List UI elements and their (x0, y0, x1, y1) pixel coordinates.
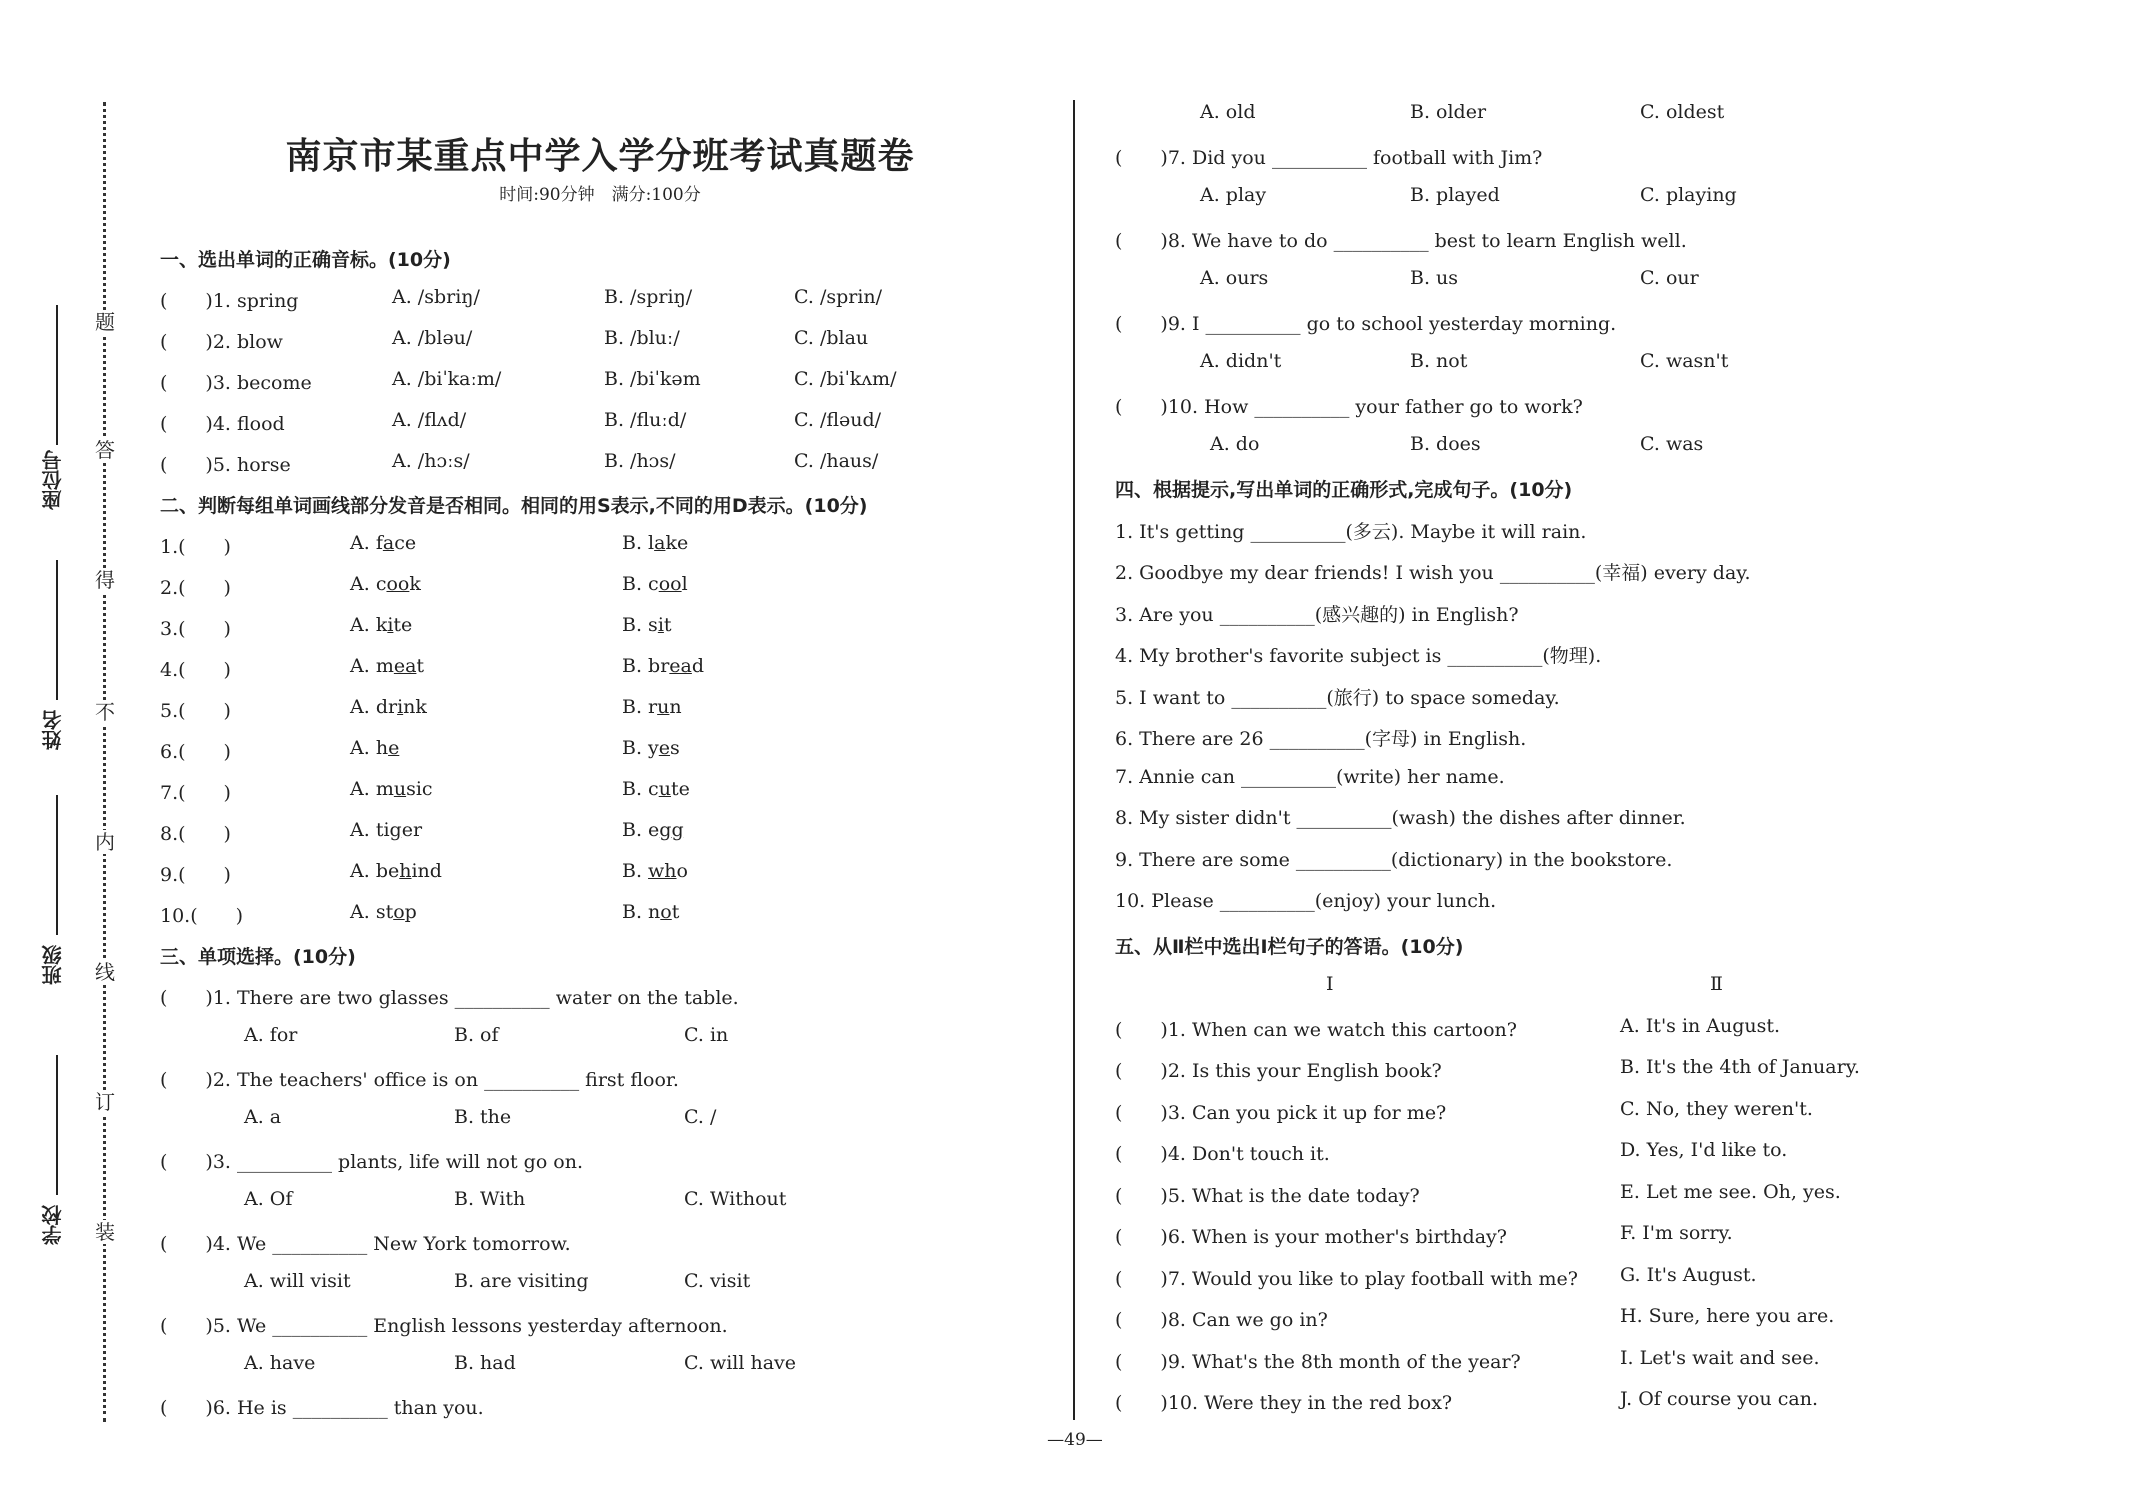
underlined-letters: i (657, 614, 664, 636)
match-answer: C. No, they weren't. (1620, 1098, 1813, 1120)
word-part: e (648, 819, 660, 841)
option-a: A. for (244, 1024, 298, 1046)
column-ii-header: Ⅱ (1710, 973, 1723, 995)
match-question: ( )4. Don't touch it. (1115, 1143, 1330, 1165)
underlined-letters: g (389, 819, 402, 841)
question-row: ( )2. The teachers' office is on __________ first floor. (160, 1069, 679, 1091)
underlined-letters: ea (669, 655, 692, 677)
fill-in-item: 3. Are you __________(感兴趣的) in English? (1115, 604, 1519, 626)
word-part: st (375, 901, 394, 923)
option-a (350, 532, 416, 554)
option-b: B. us (1410, 267, 1459, 289)
option-a (350, 737, 399, 759)
match-answer: F. I'm sorry. (1620, 1222, 1733, 1244)
option-c: C. / (684, 1106, 717, 1128)
word-part: ind (411, 860, 442, 882)
option-a: A. /bləu/ (392, 327, 473, 349)
class-label: 班级 (41, 945, 65, 985)
option-c: C. Without (684, 1188, 787, 1210)
page-number: —49— (1047, 1430, 1103, 1450)
option-prefix: B. (622, 860, 649, 882)
word-part: s (670, 737, 680, 759)
underlined-letters: u (657, 696, 670, 718)
option-prefix: A. (350, 614, 376, 636)
word-part: dr (375, 696, 398, 718)
seal-char: 题 (95, 310, 115, 334)
option-b: B. With (454, 1188, 526, 1210)
underlined-letters: gg (659, 819, 684, 841)
page-title: 南京市某重点中学入学分班考试真题卷 (285, 135, 915, 177)
option-b (622, 532, 688, 554)
fill-in-item: 4. My brother's favorite subject is __________(物理). (1115, 645, 1602, 667)
option-prefix: A. (350, 696, 376, 718)
option-prefix: A. (350, 860, 376, 882)
section-1-heading: 一、选出单词的正确音标。(10分) (160, 249, 451, 271)
option-a: A. /sbriŋ/ (392, 286, 480, 308)
fill-in-item: 6. There are 26 __________(字母) in English. (1115, 728, 1527, 750)
option-a: A. didn't (1200, 350, 1282, 372)
option-a (350, 901, 417, 923)
section-4-heading: 四、根据提示,写出单词的正确形式,完成句子。(10分) (1115, 479, 1573, 501)
option-b: B. /hɔs/ (604, 450, 676, 472)
option-b (622, 901, 679, 923)
fill-in-item: 1. It's getting __________(多云). Maybe it will rain. (1115, 521, 1587, 543)
option-prefix: A. (350, 573, 376, 595)
underlined-letters: wh (648, 860, 677, 882)
option-c: C. /biˈkʌm/ (794, 368, 897, 390)
word-part: te (393, 614, 413, 636)
option-c: C. was (1640, 433, 1704, 455)
match-answer: D. Yes, I'd like to. (1620, 1139, 1788, 1161)
underlined-letters: u (393, 778, 407, 800)
underlined-letters: ea (393, 655, 417, 677)
match-answer: I. Let's wait and see. (1620, 1347, 1820, 1369)
option-a: A. play (1200, 184, 1267, 206)
word-part: be (375, 860, 400, 882)
match-question: ( )5. What is the date today? (1115, 1185, 1420, 1207)
underlined-letters: h (399, 860, 412, 882)
option-prefix: B. (622, 819, 649, 841)
underlined-letters: e (388, 737, 400, 759)
option-a: A. a (244, 1106, 282, 1128)
word-part: k (375, 614, 388, 636)
question-number: ( )3. become (160, 372, 312, 394)
option-b: B. /spriŋ/ (604, 286, 693, 308)
underlined-letters: i (387, 614, 394, 636)
match-question: ( )7. Would you like to play football with me? (1115, 1268, 1578, 1290)
match-answer: J. Of course you can. (1620, 1388, 1818, 1410)
option-prefix: B. (622, 696, 649, 718)
underlined-letters: oo (658, 573, 682, 595)
column-i-header: Ⅰ (1326, 973, 1334, 995)
match-answer: H. Sure, here you are. (1620, 1305, 1835, 1327)
option-a: A. Of (244, 1188, 293, 1210)
option-b: B. not (1410, 350, 1468, 372)
question-row: ( )7. Did you __________ football with Jim? (1115, 147, 1543, 169)
seal-char: 订 (95, 1090, 115, 1114)
match-answer: E. Let me see. Oh, yes. (1620, 1181, 1841, 1203)
option-a (350, 655, 424, 677)
word-part: r (648, 696, 658, 718)
underlined-letters: o (393, 901, 405, 923)
option-c: C. our (1640, 267, 1699, 289)
question-row: ( )5. We __________ English lessons yesterday afternoon. (160, 1315, 728, 1337)
option-b (622, 573, 688, 595)
question-number: 8.( ) (160, 823, 231, 845)
option-c: C. in (684, 1024, 729, 1046)
option-b: B. played (1410, 184, 1500, 206)
underlined-letters: u (658, 778, 671, 800)
option-b (622, 860, 688, 882)
word-part: h (375, 737, 389, 759)
option-b: B. had (454, 1352, 516, 1374)
word-part: t (416, 655, 425, 677)
option-b (622, 819, 684, 841)
question-number: 6.( ) (160, 741, 231, 763)
option-a: A. ours (1200, 267, 1269, 289)
word-part: p (404, 901, 417, 923)
section-2-heading: 二、判断每组单词画线部分发音是否相同。相同的用S表示,不同的用D表示。(10分) (160, 495, 868, 517)
match-answer: A. It's in August. (1620, 1015, 1781, 1037)
option-a: A. have (244, 1352, 316, 1374)
option-prefix: B. (622, 901, 649, 923)
option-c: C. will have (684, 1352, 797, 1374)
match-question: ( )6. When is your mother's birthday? (1115, 1226, 1507, 1248)
option-b (622, 737, 680, 759)
name-label: 姓名 (41, 710, 65, 750)
word-part: l (648, 532, 655, 554)
underlined-letters: a (654, 532, 666, 554)
option-a: A. will visit (244, 1270, 351, 1292)
option-prefix: B. (622, 573, 649, 595)
seal-char: 装 (95, 1220, 115, 1244)
question-number: 3.( ) (160, 618, 231, 640)
word-part: s (648, 614, 658, 636)
option-prefix: A. (350, 778, 376, 800)
class-line (56, 795, 58, 935)
option-b: B. /fluːd/ (604, 409, 687, 431)
match-answer: G. It's August. (1620, 1264, 1757, 1286)
question-number: ( )2. blow (160, 331, 283, 353)
option-prefix: B. (622, 614, 649, 636)
match-question: ( )1. When can we watch this cartoon? (1115, 1019, 1517, 1041)
question-row: ( )8. We have to do __________ best to learn English well. (1115, 230, 1687, 252)
underlined-letters: oo (386, 573, 410, 595)
word-part: t (663, 614, 672, 636)
word-part: o (676, 860, 688, 882)
question-row: ( )4. We __________ New York tomorrow. (160, 1233, 571, 1255)
option-a: A. /hɔːs/ (392, 450, 470, 472)
word-part: n (669, 696, 682, 718)
match-question: ( )2. Is this your English book? (1115, 1060, 1442, 1082)
option-b (622, 778, 690, 800)
question-row: ( )9. I __________ go to school yesterday morning. (1115, 313, 1617, 335)
option-prefix: A. (350, 819, 376, 841)
question-number: 7.( ) (160, 782, 231, 804)
word-part: ti (375, 819, 390, 841)
school-line (56, 1055, 58, 1195)
exam-info: 时间:90分钟 满分:100分 (499, 185, 701, 205)
question-row: ( )10. How __________ your father go to work? (1115, 396, 1583, 418)
option-c: C. /haus/ (794, 450, 879, 472)
match-question: ( )9. What's the 8th month of the year? (1115, 1351, 1521, 1373)
match-question: ( )8. Can we go in? (1115, 1309, 1328, 1331)
fill-in-item: 10. Please __________(enjoy) your lunch. (1115, 890, 1497, 912)
name-line (56, 560, 58, 700)
option-a: A. /biˈkaːm/ (392, 368, 502, 390)
option-a: A. do (1210, 433, 1260, 455)
word-part: l (681, 573, 688, 595)
word-part: n (648, 901, 661, 923)
fill-in-item: 7. Annie can __________(write) her name. (1115, 766, 1505, 788)
word-part: sic (406, 778, 433, 800)
question-number: 5.( ) (160, 700, 231, 722)
option-c: C. playing (1640, 184, 1737, 206)
word-part: ke (665, 532, 689, 554)
seat-number-label: 座位号 (41, 450, 65, 510)
option-c: C. oldest (1640, 101, 1725, 123)
option-prefix: A. (350, 655, 376, 677)
question-number: 1.( ) (160, 536, 231, 558)
question-number: 2.( ) (160, 577, 231, 599)
option-b: B. /biˈkəm (604, 368, 701, 390)
option-b: B. are visiting (454, 1270, 589, 1292)
word-part: ce (394, 532, 417, 554)
seal-char: 得 (95, 568, 115, 592)
fill-in-item: 2. Goodbye my dear friends! I wish you __________(幸福) every day. (1115, 562, 1751, 584)
underlined-letters: o (660, 901, 672, 923)
seal-char: 线 (95, 960, 115, 984)
seat-number-line (56, 305, 58, 445)
word-part: br (648, 655, 670, 677)
question-number: 9.( ) (160, 864, 231, 886)
option-b: B. older (1410, 101, 1487, 123)
option-prefix: B. (622, 532, 649, 554)
option-a (350, 819, 422, 841)
option-b (622, 614, 672, 636)
option-prefix: B. (622, 778, 649, 800)
underlined-letters: a (382, 532, 395, 554)
option-prefix: A. (350, 737, 376, 759)
word-part: c (648, 778, 659, 800)
option-b: B. of (454, 1024, 499, 1046)
word-part: nk (403, 696, 427, 718)
option-c: C. visit (684, 1270, 751, 1292)
school-label: 学校 (41, 1205, 65, 1245)
word-part: er (401, 819, 423, 841)
match-question: ( )3. Can you pick it up for me? (1115, 1102, 1447, 1124)
option-b (622, 655, 704, 677)
option-b: B. does (1410, 433, 1481, 455)
option-a (350, 614, 412, 636)
fill-in-item: 5. I want to __________(旅行) to space someday. (1115, 687, 1560, 709)
option-b (622, 696, 682, 718)
option-c: C. /fləud/ (794, 409, 882, 431)
underlined-letters: e (658, 737, 671, 759)
match-answer: B. It's the 4th of January. (1620, 1056, 1860, 1078)
question-row: ( )1. There are two glasses __________ water on the table. (160, 987, 739, 1009)
question-row: ( )3. __________ plants, life will not go on. (160, 1151, 584, 1173)
word-part: c (375, 573, 387, 595)
option-c: C. /sprin/ (794, 286, 883, 308)
option-b: B. /bluː/ (604, 327, 680, 349)
word-part: f (375, 532, 383, 554)
question-number: ( )1. spring (160, 290, 299, 312)
word-part: m (375, 778, 394, 800)
question-number: 4.( ) (160, 659, 231, 681)
option-a (350, 696, 427, 718)
option-a: A. /flʌd/ (392, 409, 467, 431)
seal-char: 答 (95, 438, 115, 462)
option-prefix: B. (622, 737, 649, 759)
question-number: 10.( ) (160, 905, 244, 927)
word-part: t (671, 901, 680, 923)
option-prefix: B. (622, 655, 649, 677)
option-a (350, 778, 433, 800)
column-divider (1073, 100, 1075, 1420)
match-question: ( )10. Were they in the red box? (1115, 1392, 1453, 1414)
seal-char: 内 (95, 830, 115, 854)
fill-in-item: 8. My sister didn't __________(wash) the dishes after dinner. (1115, 807, 1686, 829)
option-a (350, 573, 421, 595)
question-number: ( )4. flood (160, 413, 285, 435)
word-part: y (648, 737, 659, 759)
section-3-heading: 三、单项选择。(10分) (160, 946, 356, 968)
question-number: ( )5. horse (160, 454, 291, 476)
word-part: d (691, 655, 705, 677)
seal-char: 不 (95, 700, 115, 724)
word-part: c (648, 573, 659, 595)
option-prefix: A. (350, 901, 376, 923)
option-c: C. wasn't (1640, 350, 1729, 372)
word-part: m (375, 655, 394, 677)
question-row: ( )6. He is __________ than you. (160, 1397, 484, 1419)
section-5-heading: 五、从Ⅱ栏中选出Ⅰ栏句子的答语。(10分) (1115, 936, 1464, 958)
word-part: te (670, 778, 690, 800)
option-c: C. /blau (794, 327, 869, 349)
option-b: B. the (454, 1106, 512, 1128)
underlined-letters: i (397, 696, 404, 718)
option-a: A. old (1200, 101, 1256, 123)
word-part: k (409, 573, 421, 595)
fill-in-item: 9. There are some __________(dictionary) in the bookstore. (1115, 849, 1673, 871)
option-a (350, 860, 442, 882)
option-prefix: A. (350, 532, 376, 554)
